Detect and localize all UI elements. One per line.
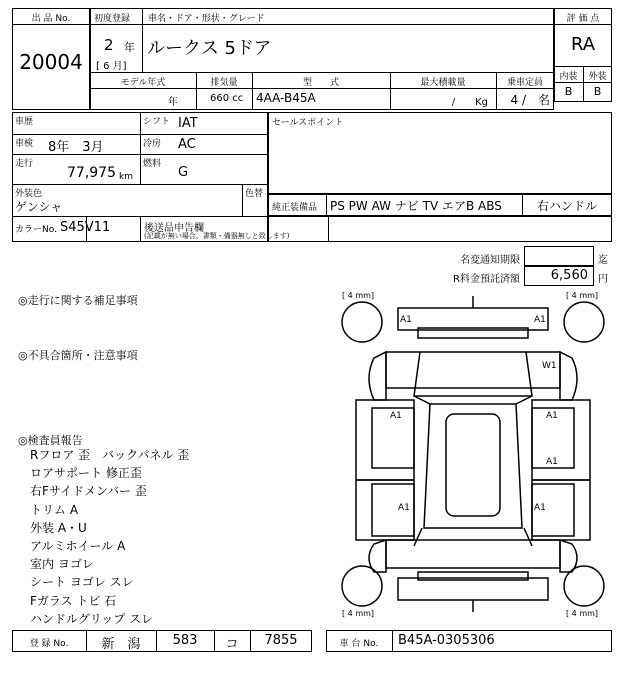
inspector-line: ハンドルグリップ スレ — [30, 611, 154, 626]
later-docs-box — [268, 216, 612, 242]
first-reg-month: [ 6 月] — [96, 61, 127, 72]
reg-number: 7855 — [264, 633, 298, 648]
lot-no: 20004 — [19, 50, 83, 74]
steering: 右ハンドル — [536, 199, 597, 213]
tire-fl-label: [ 4 mm] — [342, 291, 375, 300]
exterior-label: 外装 — [588, 72, 607, 82]
mark-right-fender: W1 — [542, 361, 557, 371]
mark-right-front-door: A1 — [546, 411, 558, 421]
inspector-title: ◎検査員報告 — [18, 434, 83, 447]
color-no-label: カラーNo. — [15, 225, 57, 235]
mark-right-rear-side: A1 — [534, 503, 546, 513]
equipment: PS PW AW ナビ TV エアB ABS — [330, 199, 502, 213]
model-year-unit: 年 — [168, 97, 178, 108]
equipment-label: 純正装備品 — [272, 203, 318, 213]
hood — [386, 352, 560, 388]
chassis-label: 車 台 No. — [339, 639, 379, 649]
shift: IAT — [178, 116, 198, 131]
max-load: / Kg — [451, 97, 488, 108]
lot-no-label: 出 品 No. — [31, 14, 71, 24]
mark-left-front-door: A1 — [390, 411, 402, 421]
inspection: 8年 3月 — [48, 140, 104, 155]
interior-grade: B — [564, 85, 573, 98]
mileage-unit: km — [119, 172, 133, 182]
inspector-line: トリム A — [30, 502, 79, 517]
fuel: G — [178, 165, 189, 180]
tire-rl-label: [ 4 mm] — [342, 609, 375, 618]
cabin-glass — [446, 414, 500, 516]
type: 4AA-B45A — [256, 91, 316, 105]
inspector-line: 室内 ヨゴレ — [30, 557, 94, 572]
mark-left-rear-side: A1 — [398, 503, 410, 513]
reg-region: 新 潟 — [101, 637, 141, 652]
exterior-color: ゲンシャ — [15, 200, 63, 214]
tire-front-right — [564, 302, 604, 342]
mark-right-rear-door: A1 — [546, 457, 558, 467]
tire-rr-label: [ 4 mm] — [566, 609, 599, 618]
recycle-label: R料金預託済額 — [453, 274, 520, 285]
mileage: 77,975 — [67, 165, 116, 181]
later-docs-note: (記載が無い場合、書類・備器無しと致します) — [144, 232, 290, 240]
color-no: S45V11 — [60, 220, 111, 235]
model-year-label: モデル年式 — [120, 78, 166, 88]
inspector-line: 外装 A・U — [30, 520, 87, 535]
inspector-line: ロアサポート 修正歪 — [30, 466, 142, 481]
reg-no-label: 登 録 No. — [29, 639, 69, 649]
recycle-amount: 6,560 — [550, 268, 588, 283]
shift-label: シフト — [143, 117, 171, 127]
sales-point-label: セールスポイント — [272, 118, 344, 128]
inspection-label: 車検 — [15, 139, 34, 149]
rating: RA — [570, 34, 596, 55]
inspector-line: Fガラス トビ 石 — [30, 593, 117, 608]
interior-label: 内装 — [559, 72, 578, 82]
mileage-label: 走行 — [15, 159, 34, 169]
rear-bumper — [398, 578, 548, 600]
exterior-color-label: 外装色 — [15, 189, 43, 199]
driving-remarks-title: ◎走行に関する補足事項 — [18, 294, 138, 307]
color-change-label: 色替 — [245, 189, 264, 199]
inspector-line: アルミホイール A — [30, 539, 126, 553]
car-name: ルークス 5ドア — [147, 38, 272, 59]
fuel-label: 燃料 — [143, 159, 162, 169]
first-reg-label: 初度登録 — [94, 14, 131, 24]
displacement: 660 cc — [210, 93, 244, 104]
first-reg-year: 2 — [104, 36, 114, 54]
car-diagram — [334, 288, 612, 630]
exterior-grade: B — [593, 85, 602, 98]
name-change-unit: 迄 — [598, 255, 608, 266]
rating-label: 評 価 点 — [566, 14, 600, 24]
displacement-label: 排気量 — [210, 78, 238, 88]
inspector-line: シート ヨゴレ スレ — [30, 575, 134, 590]
defects-title: ◎不具合箇所・注意事項 — [18, 349, 138, 362]
roof — [424, 404, 522, 528]
capacity: 4 / 名 — [510, 93, 550, 107]
later-docs-label: 後送品申告欄 — [144, 223, 204, 234]
rear-panel — [386, 540, 560, 568]
chassis-no: B45A-0305306 — [398, 633, 495, 648]
ac: AC — [178, 137, 196, 152]
max-load-label: 最大積載量 — [420, 78, 466, 88]
inspector-line: Rフロア 歪 バックパネル 歪 — [30, 448, 190, 462]
year-unit: 年 — [124, 41, 135, 54]
mark-front-bumper-r: A1 — [534, 315, 546, 325]
name-change-box — [524, 246, 594, 266]
recycle-unit: 円 — [598, 274, 608, 285]
inspector-line: 右Fサイドメンバー 歪 — [30, 484, 147, 499]
tire-fr-label: [ 4 mm] — [566, 291, 599, 300]
car-name-label: 車名・ドア・形状・グレード — [148, 14, 265, 24]
front-bumper — [398, 308, 548, 330]
reg-class: 583 — [172, 633, 198, 648]
capacity-label: 乗車定員 — [506, 78, 543, 88]
history-label: 車歴 — [15, 117, 34, 127]
tire-front-left — [342, 302, 382, 342]
mark-front-bumper-l: A1 — [400, 315, 412, 325]
ac-label: 冷房 — [143, 139, 162, 149]
name-change-label: 名変通知期限 — [460, 255, 520, 266]
reg-kana: コ — [225, 637, 239, 652]
type-label: 型 式 — [302, 78, 339, 88]
